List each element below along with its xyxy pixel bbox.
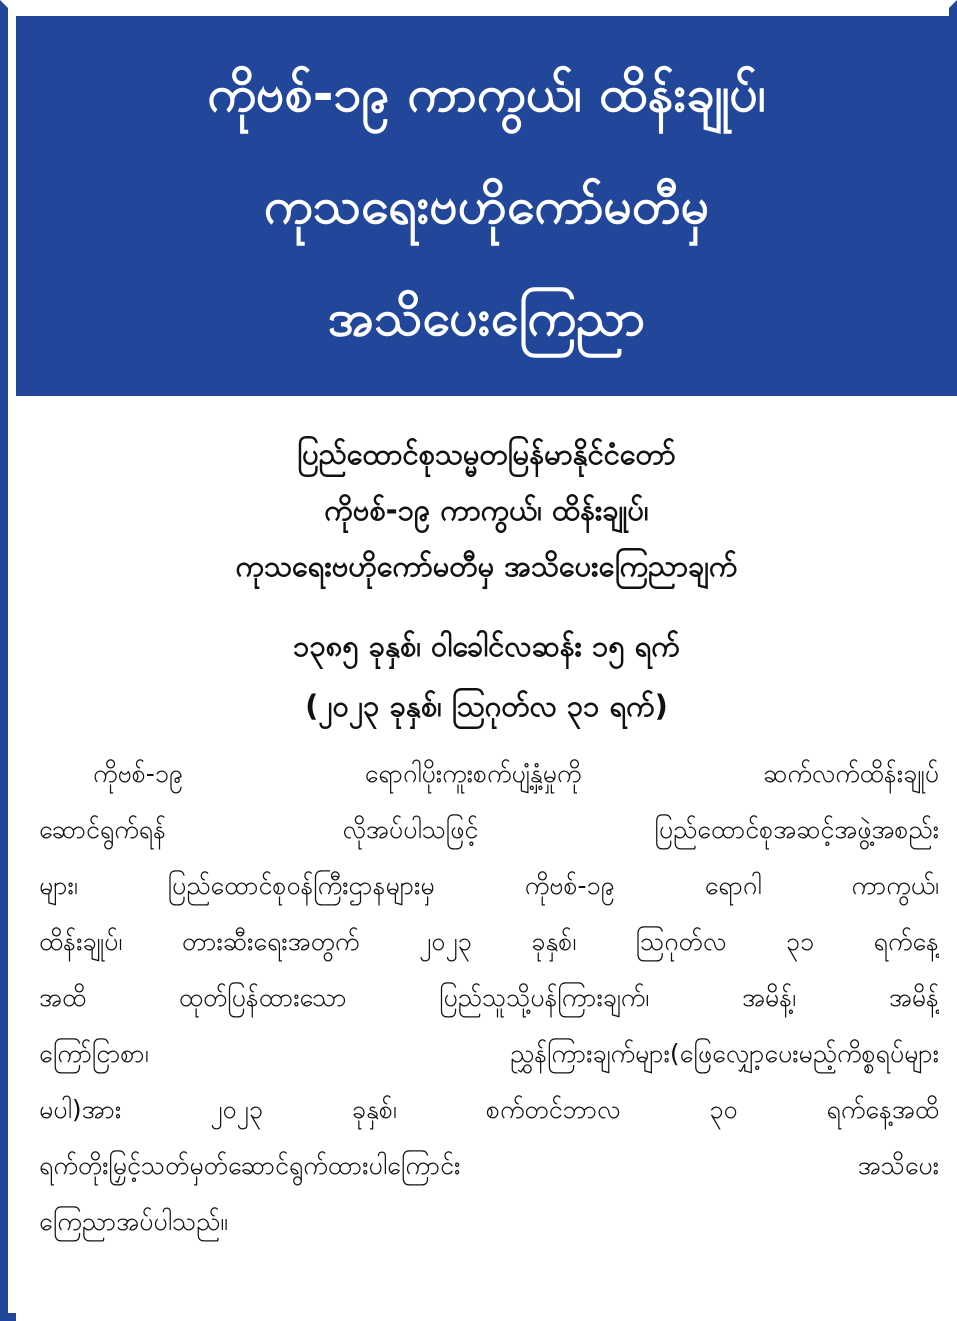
paragraph-line: အထိ ထုတ်ပြန်ထားသော ပြည်သူသို့ပန်ကြားချက်၊ အမိန့်၊ အမိန့် (39, 983, 939, 1012)
notice-date-gregorian: (၂၀၂၃ ခုနှစ်၊ ဩဂုတ်လ ၃၁ ရက်) (305, 689, 668, 723)
paragraph-line: ကြော်ငြာစာ၊ ညွှန်ကြားချက်များ(ဖြေလျှော့ပေးမည့်ကိစ္စရပ်များ (39, 1039, 939, 1068)
notice-heading-line-1: ပြည်ထောင်စုသမ္မတမြန်မာနိုင်ငံတော် (297, 437, 676, 471)
notice-heading-line-3: ကုသရေးဗဟိုကော်မတီမှ အသိပေးကြေညာချက် (235, 549, 738, 583)
paragraph-line: ကိုဗစ်-၁၉ ရောဂါပိုးကူးစက်ပျံ့နှံ့မှုကို ဆက်လက်ထိန်းချုပ် (93, 759, 939, 788)
paragraph-line: ထိန်းချုပ်၊ တားဆီးရေးအတွက် ၂၀၂၃ ခုနှစ်၊ ဩဂုတ်လ ၃၁ ရက်နေ့ (39, 927, 939, 956)
paragraph-line: မပါ)အား ၂၀၂၃ ခုနှစ်၊ စက်တင်ဘာလ ၃၀ ရက်နေ့အထိ (39, 1095, 939, 1124)
notice-body (16, 396, 957, 1321)
notice-date-myanmar: ၁၃၈၅ ခုနှစ်၊ ဝါခေါင်လဆန်း ၁၅ ရက် (293, 629, 680, 663)
paragraph-line: ရက်တိုးမြှင့်သတ်မှတ်ဆောင်ရွက်ထားပါကြောင်း အသိပေး (39, 1151, 939, 1180)
notice-paragraph (39, 746, 939, 1250)
paragraph-line: ဆောင်ရွက်ရန် လိုအပ်ပါသဖြင့် ပြည်ထောင်စုအဆင့်အဖွဲ့အစည်း (39, 815, 939, 844)
header-title-line-3: အသိပေးကြေညာ (328, 289, 645, 347)
header-title-line-2: ကုသရေးဗဟိုကော်မတီမှ (263, 177, 710, 235)
notice-heading-line-2: ကိုဗစ်-၁၉ ကာကွယ်၊ ထိန်းချုပ်၊ (324, 493, 649, 527)
header-title-line-1: ကိုဗစ်-၁၉ ကာကွယ်၊ ထိန်းချုပ်၊ (207, 65, 766, 123)
paragraph-line: ကြေညာအပ်ပါသည်။ (39, 1207, 228, 1236)
paragraph-line: များ၊ ပြည်ထောင်စုဝန်ကြီးဌာနများမှ ကိုဗစ်-၁၉ ရောဂါ ကာကွယ်၊ (39, 871, 939, 900)
notice-header (16, 16, 957, 396)
